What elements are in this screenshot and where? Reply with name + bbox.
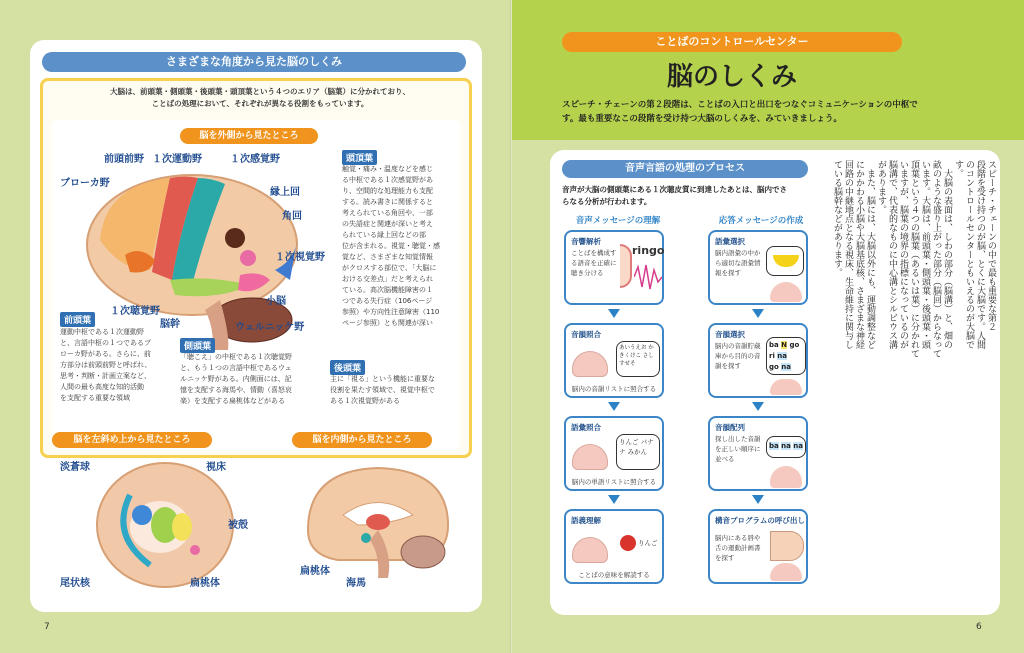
vertical-text-column: 大脳の表面は、しわの部分（脳溝）と、畑の <box>942 160 952 349</box>
step-desc: ことばを構成する語音を正確に聴き分ける <box>571 249 617 277</box>
page-number-left: 7 <box>44 622 50 632</box>
intro-line-2: ことばの処理において、それぞれが異なる役割をもっています。 <box>151 99 369 108</box>
desc-parietal-line: 触覚・痛み・温度などを感じ <box>342 165 433 173</box>
desc-temporal-line: 憶を支配する海馬や、情動（喜怒哀 <box>180 386 292 394</box>
vertical-text-column: ている脳幹などがあります。 <box>832 160 842 277</box>
head-icon <box>572 537 608 563</box>
label-kaiba: 海馬 <box>346 578 366 589</box>
desc-temporal <box>180 352 320 407</box>
step-title: 音響解析 <box>571 237 601 246</box>
tag-occipital: 後頭葉 <box>330 360 365 375</box>
syllable-bubble <box>766 337 806 375</box>
step-caption: ことばの意味を解読する <box>578 571 650 579</box>
desc-frontal-line: 人間の最も高度な知的活動 <box>60 383 144 391</box>
step-phoneme-ordering <box>708 416 808 491</box>
vertical-text-column: 頂葉という４つの脳葉（あるいは葉）に分かれて <box>909 160 919 358</box>
vertical-text-column: 段階を受け持つのが脳、とくに大脳です。人間 <box>975 160 985 349</box>
apple-icon <box>620 535 636 551</box>
vertical-text-column: います。大脳は、前頭葉・側頭葉・後頭葉・頭 <box>920 160 930 349</box>
page-title: 脳のしくみ <box>666 62 797 92</box>
desc-temporal-line: 楽）を支配する扁桃体などがある <box>180 397 285 405</box>
mouth-profile-icon <box>770 531 804 561</box>
head-icon <box>770 563 802 581</box>
label-hikaku: 被殻 <box>228 520 248 531</box>
step-desc: 脳内の音韻貯蔵庫から目的の音韻を探す <box>715 342 761 370</box>
label-bijoukaku: 尾状核 <box>60 578 90 589</box>
step-title: 音韻配列 <box>715 423 745 432</box>
desc-parietal-line: 考えられている角回や、一部 <box>342 209 433 217</box>
waveform-icon <box>634 262 662 292</box>
col-left-title: 音声メッセージの理解 <box>575 216 661 226</box>
label-shishou: 視床 <box>206 462 226 473</box>
label-tanshoukyu: 淡蒼球 <box>60 462 90 473</box>
vertical-text-column: 回路の中継地点となる視床、生命維持に関与し <box>843 160 853 349</box>
desc-frontal-line: と、言語中枢の１つであるブ <box>60 339 151 347</box>
step-caption: 脳内の単語リストに照合する <box>571 478 657 486</box>
head-icon <box>770 379 802 395</box>
step-desc: 脳内にある唇や舌の運動計画書を探す <box>715 534 761 562</box>
desc-parietal-line: ページ参照）とも関連が深い <box>342 319 433 327</box>
desc-temporal-line: ルニッケ野がある。内側面には、記 <box>180 375 292 383</box>
syllable: ba <box>768 442 779 450</box>
desc-parietal-line: の失語症と関連が深いと考え <box>342 220 433 228</box>
step-caption: 脳内の音韻リストに照合する <box>571 385 657 393</box>
step-acoustic-analysis <box>564 230 664 305</box>
label-hentoutai-1: 扁桃体 <box>190 578 220 589</box>
label-nokan: 脳幹 <box>160 319 180 330</box>
thought-bubble: あいうえお かきくけこ さしすせそ <box>616 341 660 377</box>
arrow-down <box>608 495 620 504</box>
label-hentoutai-2: 扁桃体 <box>300 566 330 577</box>
view-diag-label: 脳を左斜め上から見たところ <box>52 432 212 448</box>
process-intro-line: らなる分析が行われます。 <box>562 197 652 206</box>
step-lexical-matching <box>564 416 664 491</box>
step-semantic-understanding <box>564 509 664 584</box>
head-icon <box>572 444 608 470</box>
syllable-bubble <box>766 436 806 458</box>
tag-temporal: 側頭葉 <box>180 338 215 353</box>
desc-parietal-line: がクロスする部位で、「大脳に <box>342 264 437 272</box>
step-title: 構音プログラムの呼び出し <box>715 516 805 525</box>
syllable: ri <box>769 352 775 360</box>
label-kankakuya: １次感覚野 <box>230 154 280 165</box>
label-undouya: １次運動野 <box>152 154 202 165</box>
desc-parietal-line: り、空間的な処理能力も支配 <box>342 187 433 195</box>
syllable: na <box>781 363 791 371</box>
head-icon <box>770 466 802 488</box>
desc-frontal-line: 方部分は前頭前野と呼ばれ、 <box>60 361 152 369</box>
desc-occipital-line: 役割を果たす領域で、視覚中枢で <box>330 386 435 394</box>
arrow-down <box>752 309 764 318</box>
vertical-text-column: 脳溝で、代表的なものに中心溝とシルビウス溝 <box>887 160 897 349</box>
section-title-banner: さまざまな角度から見た脳のしくみ <box>42 52 466 72</box>
syllable: go <box>769 363 779 371</box>
desc-occipital-line: ある１次視覚野がある <box>330 397 400 405</box>
vertical-text-column: す。 <box>953 160 963 178</box>
step-phoneme-matching <box>564 323 664 398</box>
step-title: 語彙選択 <box>715 237 745 246</box>
vertical-body-text <box>822 160 998 600</box>
process-title-banner: 音声言語の処理のプロセス <box>562 160 808 178</box>
step-desc: 探し出した音韻を正しい順序に並べる <box>715 435 761 463</box>
desc-parietal-line: 位が含まれる。視覚・聴覚・感 <box>342 242 440 250</box>
desc-frontal-line: ローカ野がある。さらに、前 <box>60 350 151 358</box>
desc-parietal-line: する。読み書きに関係すると <box>342 198 433 206</box>
ear-icon <box>620 244 632 288</box>
thought-bubble: りんご <box>638 539 658 547</box>
desc-parietal-line: 覚など、さまざまな知覚情報 <box>342 253 433 261</box>
view-outside-label: 脳を外側から見たところ <box>180 128 318 144</box>
syllable: N <box>781 341 788 349</box>
desc-parietal-line: おける交差点」だと考えられ <box>342 275 433 283</box>
vertical-text-column: また、脳には、大脳以外にも、運動調整など <box>865 160 875 349</box>
banana-icon <box>766 246 804 276</box>
col-right-title: 応答メッセージの作成 <box>718 216 804 226</box>
lead-line: す。最も重要なこの段階を受け持つ大脳のしくみを、みていきましょう。 <box>562 114 842 124</box>
step-lexical-selection <box>708 230 808 305</box>
syllable: na <box>793 442 804 450</box>
desc-frontal <box>60 327 170 404</box>
syllable: na <box>781 442 791 450</box>
desc-temporal-line: 「聴こえ」の中枢である１次聴覚野 <box>180 353 292 361</box>
step-title: 音韻照合 <box>571 330 601 339</box>
vertical-text-column: のコントロールセンターともいえるのが大脳で <box>964 160 974 349</box>
thought-bubble: りんご バナナ みかん <box>616 434 660 470</box>
step-title: 語彙照合 <box>571 423 601 432</box>
desc-temporal-line: と、もう１つの言語中枢であるウェ <box>180 364 292 372</box>
label-shounou: 小脳 <box>266 296 286 307</box>
desc-parietal-line: ている。高次脳機能障害の１ <box>342 286 433 294</box>
process-intro <box>562 184 822 208</box>
desc-parietal-line: 参照）や方向性注意障害（110 <box>342 308 440 316</box>
desc-frontal-line: 運動中枢である１次運動野 <box>60 328 144 336</box>
arrow-down <box>608 309 620 318</box>
label-enjoukai: 縁上回 <box>270 187 300 198</box>
desc-parietal-line: る中枢である１次感覚野があ <box>342 176 433 184</box>
head-icon <box>770 282 802 302</box>
tag-parietal: 頭頂葉 <box>342 150 377 165</box>
page-number-right: 6 <box>976 622 982 632</box>
desc-occipital-line: 主に「視る」という機能に重要な <box>330 375 435 383</box>
desc-parietal-line: られている縁上回などの部 <box>342 231 426 239</box>
step-phoneme-selection <box>708 323 808 398</box>
syllable: go <box>789 341 800 349</box>
step-desc: 脳内語彙の中から適切な語彙情報を探す <box>715 249 761 277</box>
view-inside-label: 脳を内側から見たところ <box>292 432 432 448</box>
vertical-text-column: いますが、脳葉の境界の指標になっているのが <box>898 160 908 349</box>
vertical-text-column: にかかわる小脳や大脳基底核、さまざまな神経 <box>854 160 864 349</box>
label-zentouzenya: 前頭前野 <box>104 154 144 165</box>
lead-line: スピーチ・チェーンの第２段階は、ことばの入口と出口をつなぐコミュニケーションの中枢で <box>562 100 918 110</box>
syllable: na <box>777 352 788 360</box>
step-articulation-program <box>708 509 808 584</box>
step-title: 語義理解 <box>571 516 601 525</box>
arrow-down <box>752 402 764 411</box>
arrow-down <box>608 402 620 411</box>
desc-occipital <box>330 374 464 407</box>
arrow-down <box>752 495 764 504</box>
header-small-banner: ことばのコントロールセンター <box>562 32 902 52</box>
vertical-text-column: があります。 <box>876 160 886 214</box>
desc-parietal <box>342 164 464 329</box>
step-title: 音韻選択 <box>715 330 745 339</box>
lead-text <box>562 98 1022 126</box>
label-wernicke: ウェルニッケ野 <box>235 322 305 333</box>
vertical-text-column: 畝のような盛り上がった部分（脳回）からなって <box>931 160 941 358</box>
right-page <box>512 0 1024 653</box>
left-card <box>30 40 482 612</box>
process-intro-line: 音声が大脳の側頭葉にある１次聴皮質に到達したあとは、脳内でさ <box>562 185 787 194</box>
desc-parietal-line: つである失行症（106ページ <box>342 297 433 305</box>
tag-frontal: 前頭葉 <box>60 312 95 327</box>
intro-line-1: 大脳は、前頭葉・側頭葉・後頭葉・頭頂葉という４つのエリア（脳葉）に分かれており、 <box>110 87 410 96</box>
desc-frontal-line: 思考・判断・計画立案など、 <box>60 372 151 380</box>
desc-frontal-line: を支配する重要な領域 <box>60 394 130 402</box>
label-shikakuya: １次視覚野 <box>275 252 325 263</box>
vertical-text-column: スピーチ・チェーンの中で最も重要な第２ <box>986 160 996 331</box>
label-broca: ブローカ野 <box>60 178 110 189</box>
label-choukakuya: １次聴覚野 <box>110 306 160 317</box>
head-icon <box>572 351 608 377</box>
spoken-word: ringo <box>632 244 665 257</box>
syllable: ba <box>769 341 779 349</box>
label-kakukai: 角回 <box>282 211 302 222</box>
